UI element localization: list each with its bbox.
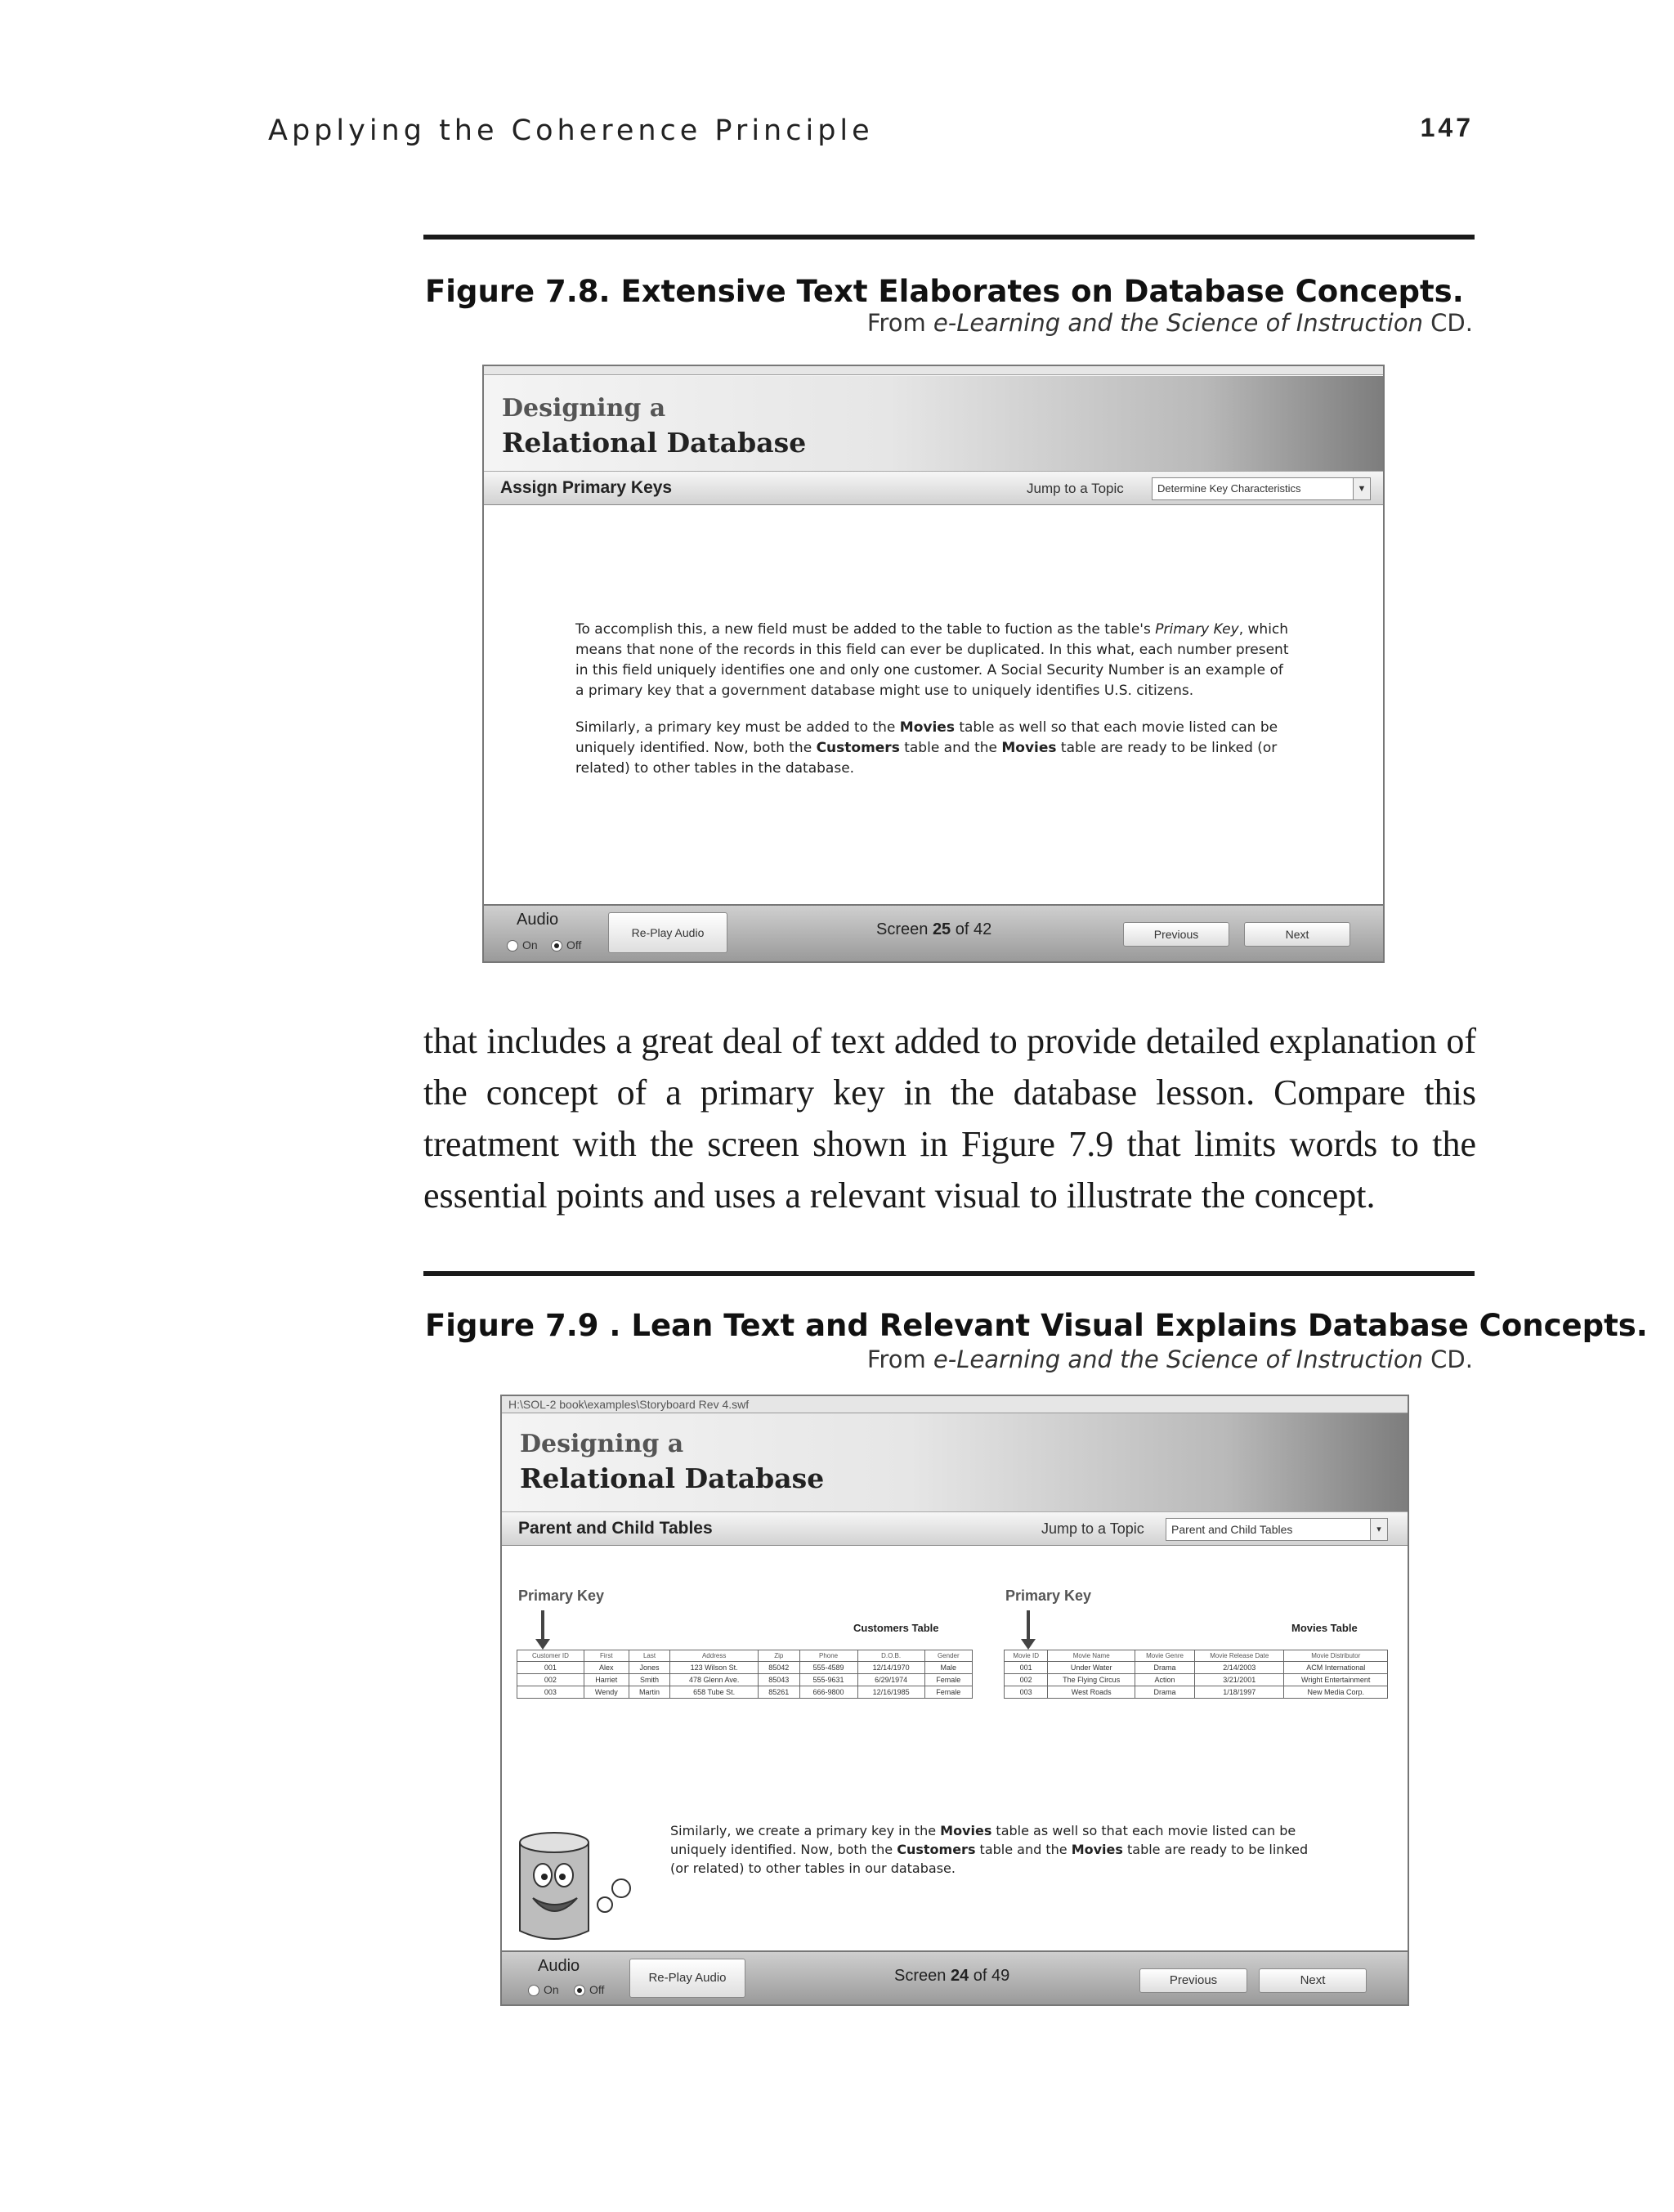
topic-bar [502, 1511, 1408, 1546]
figure-rule [423, 1271, 1475, 1276]
table-cell: Alex [584, 1662, 629, 1674]
table-cell: 12/16/1985 [857, 1686, 924, 1699]
para-bold: Customers [816, 740, 900, 756]
table-header-cell: Address [670, 1650, 759, 1662]
para-text: To accomplish this, a new field must be added to the table to fuction as the table's [575, 621, 1156, 638]
table-cell: 001 [517, 1662, 584, 1674]
table-row [1005, 1686, 1388, 1699]
down-arrow-icon [1027, 1610, 1030, 1640]
radio-label: Off [589, 1983, 605, 1996]
audio-label: Audio [517, 911, 559, 929]
figure-source [867, 1346, 1473, 1373]
table-row [517, 1674, 973, 1686]
para-text: table and the [975, 1842, 1072, 1857]
para-text: table as well so that each movie listed can be uniquely identified. Now, both the [575, 719, 1278, 756]
lesson-banner [502, 1413, 1408, 1511]
screen-counter [876, 920, 991, 939]
window-title: H:\SOL-2 book\examples\Storyboard Rev 4.swf [508, 1398, 750, 1411]
source-prefix: From [866, 1346, 933, 1373]
para-bold: Customers [897, 1842, 976, 1857]
movies-table-title: Movies Table [1291, 1622, 1358, 1634]
replay-audio-button[interactable]: Re-Play Audio [608, 912, 727, 953]
topic-title: Assign Primary Keys [500, 478, 673, 497]
source-title: e-Learning and the Science of Instruction [933, 309, 1423, 337]
jump-to-topic-label: Jump to a Topic [1041, 1520, 1144, 1537]
table-row [1005, 1662, 1388, 1674]
previous-button[interactable]: Previous [1139, 1968, 1247, 1993]
table-cell: Drama [1135, 1662, 1195, 1674]
radio-label: Off [566, 938, 582, 952]
table-cell: 2/14/2003 [1195, 1662, 1284, 1674]
table-row [517, 1662, 973, 1674]
banner-line-2: Relational Database [520, 1462, 825, 1494]
audio-off-radio[interactable] [551, 938, 581, 952]
next-button[interactable]: Next [1259, 1968, 1367, 1993]
primary-key-label: Primary Key [1005, 1587, 1092, 1604]
table-cell: 666-9800 [799, 1686, 857, 1699]
table-cell: Jones [629, 1662, 669, 1674]
down-arrow-icon [541, 1610, 544, 1640]
customers-table [517, 1650, 973, 1699]
table-header-cell: Movie Distributor [1284, 1650, 1388, 1662]
body-paragraph: that includes a great deal of text added to provide detailed explanation of the concept of a primary key in the database lesson. Compare this treatment with the screen shown in Figure 7.9 that limits words to the essential points and uses a relevant visual to illustrate the concept. [423, 1021, 1476, 1216]
radio-icon [528, 1985, 539, 1996]
table-cell: 003 [1005, 1686, 1048, 1699]
primary-key-label: Primary Key [518, 1587, 605, 1604]
para-bold: Movies [1001, 740, 1057, 756]
table-cell: Wendy [584, 1686, 629, 1699]
para-text: Similarly, we create a primary key in the [670, 1823, 941, 1838]
source-prefix: From [866, 309, 933, 337]
lesson-banner [484, 376, 1383, 471]
figure-caption: Figure 7.8. Extensive Text Elaborates on Database Concepts. [425, 274, 1464, 309]
screen-word: Screen [876, 920, 929, 938]
table-cell: 85043 [759, 1674, 799, 1686]
banner-line-1: Designing a [520, 1430, 684, 1458]
para-text: table are ready to be linked (or related) to other tables in the database. [575, 740, 1278, 777]
table-header-row [1005, 1650, 1388, 1662]
table-cell: Male [924, 1662, 972, 1674]
running-header: Applying the Coherence Principle [268, 114, 874, 147]
topic-dropdown-value: Parent and Child Tables [1171, 1523, 1293, 1536]
table-cell: 12/14/1970 [857, 1662, 924, 1674]
screen-current: 25 [932, 920, 951, 938]
table-cell: Martin [629, 1686, 669, 1699]
navigation-bar [502, 1950, 1408, 2004]
para-text: table as well so that each movie listed can be uniquely identified. Now, both the [670, 1823, 1296, 1857]
figure-source [867, 309, 1473, 337]
table-cell: 001 [1005, 1662, 1048, 1674]
para-text: table and the [899, 740, 1002, 756]
chevron-down-icon[interactable]: ▼ [1353, 478, 1370, 499]
jump-to-topic-label: Jump to a Topic [1027, 481, 1124, 496]
screen-counter [894, 1967, 1009, 1986]
screenshot-figure-7-9 [500, 1395, 1409, 2006]
table-cell: Wright Entertainment [1284, 1674, 1388, 1686]
screen-current: 24 [950, 1967, 969, 1985]
para-bold: Movies [940, 1823, 992, 1838]
table-header-cell: First [584, 1650, 629, 1662]
lesson-paragraph-1 [575, 620, 1295, 701]
para-text: Similarly, a primary key must be added to the [575, 719, 900, 736]
table-cell: 3/21/2001 [1195, 1674, 1284, 1686]
table-row [1005, 1674, 1388, 1686]
figure-rule [423, 235, 1475, 240]
table-cell: Female [924, 1686, 972, 1699]
table-cell: ACM International [1284, 1662, 1388, 1674]
para-bold: Movies [899, 719, 955, 736]
table-cell: New Media Corp. [1284, 1686, 1388, 1699]
topic-dropdown[interactable] [1152, 477, 1371, 500]
database-character-icon [513, 1825, 636, 1955]
table-cell: 6/29/1974 [857, 1674, 924, 1686]
screenshot-figure-7-8 [482, 365, 1385, 963]
page-number: 147 [1420, 113, 1474, 142]
navigation-bar [484, 904, 1383, 961]
table-header-cell: Phone [799, 1650, 857, 1662]
table-cell: 555-9631 [799, 1674, 857, 1686]
table-header-cell: Customer ID [517, 1650, 584, 1662]
window-titlebar [484, 366, 1383, 375]
banner-line-1: Designing a [502, 394, 666, 423]
table-header-cell: D.O.B. [857, 1650, 924, 1662]
source-suffix: CD. [1422, 1346, 1473, 1373]
table-cell: Female [924, 1674, 972, 1686]
para-text: , which means that none of the records in this field can ever be duplicated. In this what, each number present in this field uniquely identifies one and only one customer. A Social Security Number is an example of a primary key that a government database might use to uniquely identifies U.S. citizens. [575, 621, 1289, 699]
table-cell: Drama [1135, 1686, 1195, 1699]
screen-total: of 49 [973, 1967, 1010, 1985]
radio-label: On [522, 938, 538, 952]
table-header-cell: Movie ID [1005, 1650, 1048, 1662]
radio-selected-icon [574, 1985, 585, 1996]
table-cell: 85042 [759, 1662, 799, 1674]
table-header-cell: Gender [924, 1650, 972, 1662]
table-header-cell: Zip [759, 1650, 799, 1662]
table-cell: 555-4589 [799, 1662, 857, 1674]
table-header-cell: Movie Release Date [1195, 1650, 1284, 1662]
movies-table [1004, 1650, 1388, 1699]
table-cell: 658 Tube St. [670, 1686, 759, 1699]
para-italic: Primary Key [1155, 621, 1239, 638]
audio-label: Audio [538, 1957, 580, 1975]
screen-total: of 42 [955, 920, 992, 938]
table-cell: Smith [629, 1674, 669, 1686]
topic-bar [484, 471, 1383, 505]
table-cell: 002 [517, 1674, 584, 1686]
audio-off-radio[interactable] [574, 1983, 604, 1996]
table-cell: 003 [517, 1686, 584, 1699]
audio-on-radio[interactable] [528, 1983, 559, 1996]
table-cell: 123 Wilson St. [670, 1662, 759, 1674]
topic-dropdown[interactable] [1166, 1518, 1388, 1541]
table-cell: 85261 [759, 1686, 799, 1699]
radio-label: On [544, 1983, 559, 1996]
source-suffix: CD. [1422, 309, 1473, 337]
figure-caption: Figure 7.9 . Lean Text and Relevant Visual Explains Database Concepts. [425, 1308, 1648, 1343]
topic-title: Parent and Child Tables [518, 1519, 713, 1538]
screen-word: Screen [894, 1967, 947, 1985]
table-header-cell: Last [629, 1650, 669, 1662]
table-cell: 478 Glenn Ave. [670, 1674, 759, 1686]
table-cell: Action [1135, 1674, 1195, 1686]
table-cell: Harriet [584, 1674, 629, 1686]
customers-table-title: Customers Table [853, 1622, 939, 1634]
table-header-cell: Movie Genre [1135, 1650, 1195, 1662]
radio-icon [507, 940, 518, 952]
radio-selected-icon [551, 940, 562, 952]
lesson-paragraph [670, 1821, 1324, 1878]
previous-button[interactable]: Previous [1123, 922, 1229, 947]
next-button[interactable]: Next [1244, 922, 1350, 947]
table-header-cell: Movie Name [1048, 1650, 1135, 1662]
lesson-paragraph-2 [575, 718, 1295, 779]
banner-line-2: Relational Database [502, 427, 807, 459]
para-bold: Movies [1071, 1842, 1123, 1857]
audio-on-radio[interactable] [507, 938, 538, 952]
replay-audio-button[interactable]: Re-Play Audio [629, 1959, 745, 1998]
table-cell: 002 [1005, 1674, 1048, 1686]
table-cell: West Roads [1048, 1686, 1135, 1699]
table-row [517, 1686, 973, 1699]
para-text: table are ready to be linked (or related) to other tables in our database. [670, 1842, 1309, 1876]
chevron-down-icon[interactable]: ▾ [1370, 1519, 1387, 1540]
table-cell: The Flying Circus [1048, 1674, 1135, 1686]
source-title: e-Learning and the Science of Instruction [933, 1346, 1423, 1373]
window-titlebar [502, 1396, 1408, 1413]
table-cell: 1/18/1997 [1195, 1686, 1284, 1699]
table-cell: Under Water [1048, 1662, 1135, 1674]
topic-dropdown-value: Determine Key Characteristics [1157, 482, 1301, 495]
table-header-row [517, 1650, 973, 1662]
